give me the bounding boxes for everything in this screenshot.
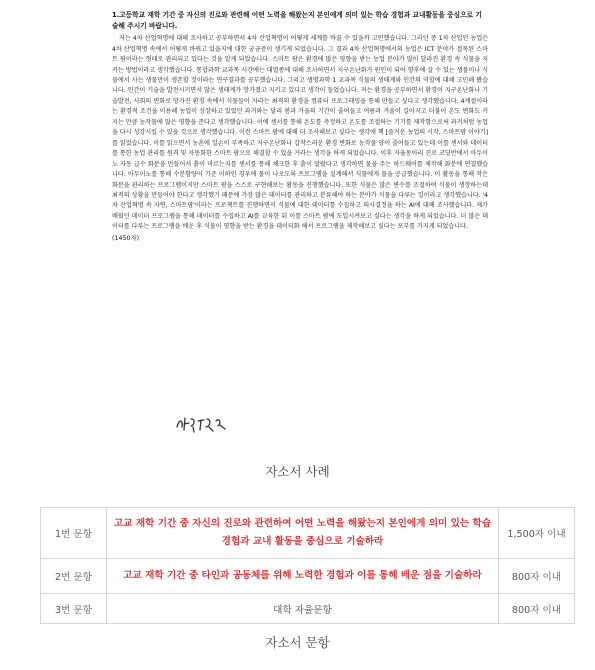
question-number: 1번 문항 [41,508,107,559]
question-limit: 800자 이내 [499,594,575,624]
question-limit: 1,500자 이내 [499,508,575,559]
essay-body: 저는 4차 산업혁명에 대해 조사하고 공부하면서 4차 산업혁명이 어떻게 세계를 바꿀 수 있을까 고민했습니다. 그러던 중 1차 산업인 농업은 4차 산업혁명 속에서 어떻게 바뀌고 있을지에 대한 궁금증이 생기게 되었습니다. 그 결과 4차 산업혁명에서의 농업은 ICT 분야가 접목된 스마트 팜이라는 형태로 관리되고 있다는 것을 알게 되었습니다. 스마트 팜은 환경에 많은 영향을 받는 농업 분야가 많이 달라진 환경 속 식물을 지키는 방법이라고 생각했습니다. 통합과학 교과목 시간에는 대멸종에 대해 조사하면서 지구온난화가 원인이 되어 향후에 살 수 있는 생물이나 식물에서 사는 생물만이 생존할 것이라는 연구결과를 공부했습니다. 그리고 생명과학 1 교과목 식물의 생태계와 인간의 역할에 대해 고민해 봤습니다. 인간이 기술을 발전시키면서 많은 생태계가 망가졌고 지키고 있다고 생각이 들었습니다. 저는 환경을 공부하면서 환경이 지구온난화나 기술발전, 사회의 변화로 망가진 환경 속에서 식물들이 자라는 최적의 환경을 컴퓨터 프로그래밍을 통해 만들고 싶다고 생각했습니다. 4계절이라는 환경적 조건을 이용해 농업이 성장하고 있었던 과거와는 달리 봄과 가을의 기간이 줄어들고 여름과 겨울이 길어지고 더불어 온도 변화도 커지는 만큼 농작물에 많은 영향을 준다고 생각했습니다. 이에 센서를 통해 온도를 측정하고 온도를 조절하는 기기를 제작함으로써 과거처럼 농업을 다시 성장시킬 수 있을 것으로 생각했습니다. 이런 스마트 팜에 대해 더 조사해보고 싶다는 생각에 책 [즐거운 농업의 시작, 스마트팜 이야기]를 읽었습니다. 이를 읽으면서 농촌에 일손이 부족하고 지구온난화나 갑작스러운 환경 변화로 농작물 양이 줄어들고 있는데 이를 센서와 데이터를 통한 농업 관리를 원격 및 자동화한 스마트 팜으로 해결할 수 있을 거라는 생각을 하게 되었습니다. 이후 자율동아리 진로 코딩반에서 아두이노 자동 급수 화분을 만들어서 흙이 마르는지를 센서를 통해 체크한 후 흙이 말랐다고 생각하면 물을 주는 하드웨어를 제작해 화분에 연결했습니다. 아두이노를 통해 수분함량이 기준 이하인 경우에 물이 나오도록 프로그램을 설계해서 식물에게 물을 공급했습니다. 이 활동을 통해 작은 화분을 관리하는 프로그램이지만 스마트 팜을 스스로 구현해보는 활동을 진행했습니다. 또한 식물은 많은 변수를 조절하여 식물이 생장하는데 최적의 상황을 만들어야 한다고 생각했기 때문에 가장 많은 데이터를 관리하고 분류해야 하는 분야가 식물을 다루는 일이라고 생각했습니다. '4차 산업혁명 속 자연, 스마트팜'이라는 프로젝트를 진행하면서 식물에 대한 데이터를 수집하고 의사결정을 하는 AI에 대해 조사했습니다. 제가 배웠던 데이터 프로그램을 통해 데이터를 수집하고 AI를 교육한 뒤 이를 스마트 팜에 도입시켜보고 싶다는 생각을 하게 되었습니다. 더 많은 데이터를 다루는 프로그램을 배운 후 식물이 영향을 받는 환경을 데이터화 해서 프로그램을 제작해보고 싶다는 포부를 가지게 되었습니다. [112,35,488,231]
essay-char-count: (1450자) [112,234,140,242]
question-number: 2번 문항 [41,559,107,594]
question-text: 대학 자율문항 [107,594,499,624]
questions-table [40,507,575,624]
essay-scan [112,10,488,410]
essay-question: 1.고등학교 재학 기간 중 자신의 진로와 관련해 어떤 노력을 해왔는지 본인에게 의미 있는 학습 경험과 교내활동을 중심으로 기술해 주시기 바랍니다. [112,11,482,30]
essay-caption: 자소서 사례 [265,464,330,479]
question-text: 고교 재학 기간 중 자신의 진로와 관련하여 어떤 노력을 해왔는지 본인에게 의미 있는 학습경험과 교내 활동을 중심으로 기술하라 [107,508,499,559]
table-row [41,559,575,594]
question-limit: 800자 이내 [499,559,575,594]
question-number: 3번 문항 [41,594,107,624]
table-row [41,508,575,559]
question-text: 고교 재학 기간 중 타인과 공동체를 위해 노력한 경험과 이를 통해 배운 점을 기술하라 [107,559,499,594]
table-row [41,594,575,624]
questions-caption: 자소서 문항 [265,635,330,650]
handwritten-signature [173,413,243,435]
